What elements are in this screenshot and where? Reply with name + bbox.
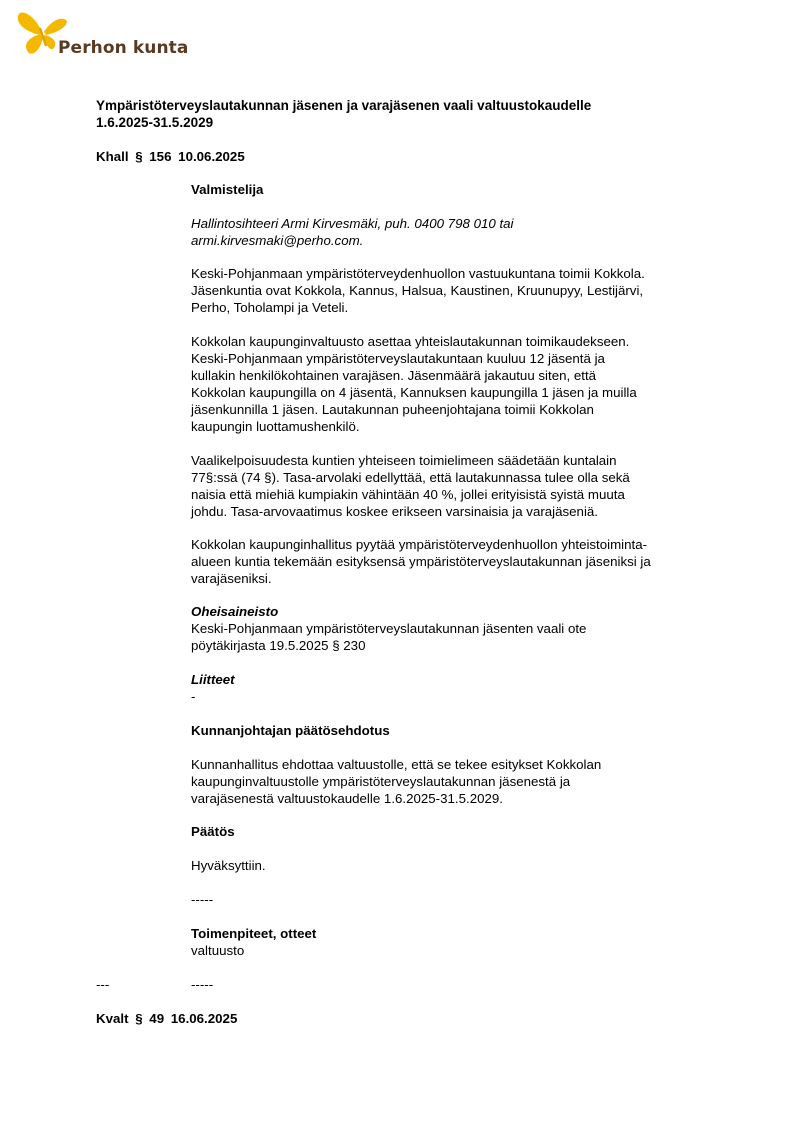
logo-text: Perhon kunta: [58, 38, 189, 58]
toimenpiteet-value: valtuusto: [191, 943, 245, 958]
oheisaineisto-text: [191, 620, 711, 654]
valmistelija-email: armi.kirvesmaki@perho.com.: [191, 233, 364, 248]
kvalt-reference: Kvalt § 49 16.06.2025: [96, 1011, 238, 1026]
paragraph-line: johdu. Tasa-arvovaatimus koskee erikseen varsinaisia ja varajäseniä.: [191, 504, 598, 519]
liitteet-value: -: [191, 689, 196, 704]
paragraph-line: Perho, Toholampi ja Veteli.: [191, 300, 349, 315]
paragraph-line: kullakin henkilökohtainen varajäsen. Jäsenmäärä jakautuu siten, että: [191, 368, 597, 383]
valmistelija-heading: Valmistelija: [191, 182, 264, 197]
paragraph-line: Kokkolan kaupunginhallitus pyytää ympäristöterveydenhuollon yhteistoiminta-: [191, 537, 648, 552]
paragraph-line: varajäseniksi.: [191, 571, 272, 586]
paragraph-line: Keski-Pohjanmaan ympäristöterveydenhuollon vastuukuntana toimii Kokkola.: [191, 266, 645, 281]
paragraph-4: [191, 536, 711, 587]
oheisaineisto-line-1: Keski-Pohjanmaan ympäristöterveyslautakunnan jäsenten vaali ote: [191, 621, 587, 636]
ehdotus-heading: Kunnanjohtajan päätösehdotus: [191, 723, 390, 738]
document-title: [96, 97, 696, 131]
paragraph-line: alueen kuntia tekemään esityksensä ympäristöterveyslautakunnan jäseniksi ja: [191, 554, 651, 569]
paragraph-line: 77§:ssä (74 §). Tasa-arvolaki edellyttää, että lautakunnassa tulee olla sekä: [191, 470, 630, 485]
liitteet-heading: Liitteet: [191, 672, 235, 687]
paragraph-1: [191, 265, 711, 316]
paragraph-line: Kunnanhallitus ehdottaa valtuustolle, että se tekee esitykset Kokkolan: [191, 757, 602, 772]
paragraph-line: Keski-Pohjanmaan ympäristöterveyslautakuntaan kuuluu 12 jäsentä ja: [191, 351, 605, 366]
paragraph-line: Vaalikelpoisuudesta kuntien yhteiseen toimielimeen säädetään kuntalain: [191, 453, 617, 468]
khall-reference: Khall § 156 10.06.2025: [96, 149, 245, 164]
separator-dashes: -----: [191, 892, 214, 907]
oheisaineisto-line-2: pöytäkirjasta 19.5.2025 § 230: [191, 638, 366, 653]
paatos-value: Hyväksyttiin.: [191, 858, 266, 873]
title-line-2: 1.6.2025-31.5.2029: [96, 115, 214, 130]
paragraph-line: Kokkolan kaupunginvaltuusto asettaa yhteislautakunnan toimikaudekseen.: [191, 334, 630, 349]
ehdotus-text: [191, 756, 711, 807]
paragraph-3: [191, 452, 711, 520]
paatos-heading: Päätös: [191, 824, 235, 839]
paragraph-line: jäsenkunnilla 1 jäsen. Lautakunnan puheenjohtajana toimii Kokkolan: [191, 402, 594, 417]
separator-dashes-left: ---: [96, 977, 110, 992]
paragraph-line: kaupunginvaltuustolle ympäristöterveyslautakunnan jäsenestä ja: [191, 774, 571, 789]
paragraph-line: Kokkolan kaupungilla on 4 jäsentä, Kannuksen kaupungilla 1 jäsen ja muilla: [191, 385, 637, 400]
paragraph-line: varajäsenestä valtuustokaudelle 1.6.2025-31.5.2029.: [191, 791, 503, 806]
separator-dashes-right: -----: [191, 977, 214, 992]
paragraph-line: naisia että miehiä kumpiakin vähintään 40 %, jollei erityisistä syistä muuta: [191, 487, 625, 502]
title-line-1: Ympäristöterveyslautakunnan jäsenen ja varajäsenen vaali valtuustokaudelle: [96, 98, 592, 113]
valmistelija-contact: [191, 215, 711, 249]
paragraph-line: Jäsenkuntia ovat Kokkola, Kannus, Halsua, Kaustinen, Kruunupyy, Lestijärvi,: [191, 283, 644, 298]
paragraph-2: [191, 333, 711, 435]
valmistelija-line-1: Hallintosihteeri Armi Kirvesmäki, puh. 0400 798 010 tai: [191, 216, 514, 231]
paragraph-line: kaupungin luottamushenkilö.: [191, 419, 360, 434]
oheisaineisto-heading: Oheisaineisto: [191, 604, 279, 619]
toimenpiteet-heading: Toimenpiteet, otteet: [191, 926, 317, 941]
logo: [16, 10, 189, 60]
